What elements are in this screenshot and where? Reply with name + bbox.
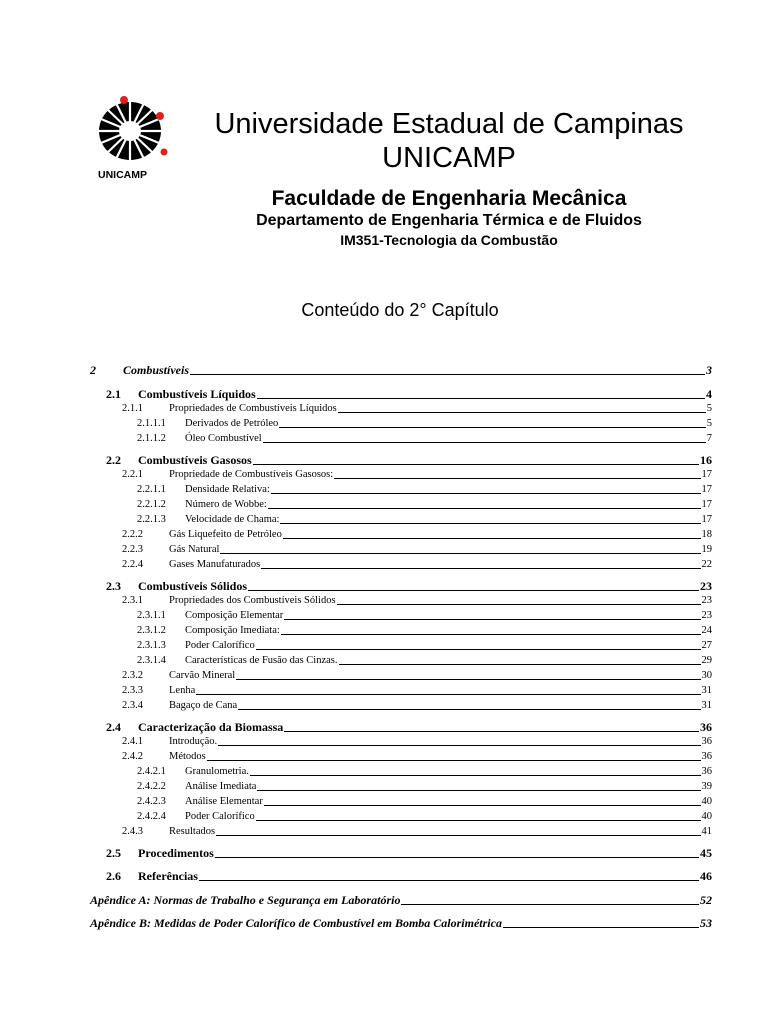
university-name: Universidade Estadual de Campinas <box>214 108 684 140</box>
toc-label: Derivados de Petróleo <box>185 418 279 429</box>
toc-label: Poder Calorífico <box>185 811 255 822</box>
toc-page: 17 <box>701 484 712 495</box>
toc-entry[interactable] <box>137 432 712 446</box>
toc-label: Granulometria. <box>185 766 249 777</box>
toc-entry[interactable] <box>106 452 712 468</box>
leader-line <box>263 442 706 443</box>
toc-entry[interactable] <box>106 386 712 402</box>
toc-number: 2.3.1 <box>122 595 143 606</box>
toc-entry[interactable] <box>122 558 712 572</box>
toc-number: 2.3.4 <box>122 700 143 711</box>
toc-entry[interactable] <box>137 417 712 431</box>
toc-page: 17 <box>701 469 712 480</box>
toc-entry[interactable] <box>122 750 712 764</box>
toc-label: Apêndice A: Normas de Trabalho e Segurança em Laboratório <box>90 893 401 907</box>
leader-line <box>216 835 700 836</box>
leader-line <box>207 760 701 761</box>
leader-line <box>338 412 706 413</box>
toc-number: 2.2.3 <box>122 544 143 555</box>
toc-page: 41 <box>701 826 712 837</box>
toc-label: Análise Imediata <box>185 781 257 792</box>
department-name: Departamento de Engenharia Térmica e de Fluidos <box>256 212 642 229</box>
toc-page: 31 <box>701 700 712 711</box>
toc-number: 2.2.1.2 <box>137 499 166 510</box>
toc-label: Combustíveis Gasosos <box>138 453 252 467</box>
toc-page: 40 <box>701 811 712 822</box>
toc-number: 2.3.1.1 <box>137 610 166 621</box>
toc-page: 52 <box>700 893 712 907</box>
toc-entry[interactable] <box>137 609 712 623</box>
toc-appendix-a[interactable] <box>90 892 712 908</box>
toc-label: Propriedade de Combustíveis Gasosos: <box>169 469 334 480</box>
leader-line <box>190 374 705 375</box>
toc-entry[interactable] <box>122 735 712 749</box>
toc-number: 2.1.1 <box>122 403 143 414</box>
toc-label: Gás Liquefeito de Petróleo <box>169 529 282 540</box>
toc-page: 17 <box>701 514 712 525</box>
toc-page: 45 <box>700 846 712 860</box>
leader-line <box>279 427 705 428</box>
toc-label: Combustíveis Sólidos <box>138 579 248 593</box>
toc-label: Óleo Combustível <box>185 433 262 444</box>
toc-page: 5 <box>706 403 712 414</box>
leader-line <box>337 604 701 605</box>
toc-number: 2.4.2.3 <box>137 796 166 807</box>
toc-entry[interactable] <box>137 654 712 668</box>
toc-entry[interactable] <box>122 543 712 557</box>
toc-page: 27 <box>701 640 712 651</box>
leader-line <box>257 398 705 399</box>
leader-line <box>250 775 701 776</box>
toc-entry[interactable] <box>122 684 712 698</box>
toc-label: Resultados <box>169 826 216 837</box>
toc-number: 2.3.2 <box>122 670 143 681</box>
toc-label: Lenha <box>169 685 196 696</box>
toc-entry[interactable] <box>137 639 712 653</box>
toc-label: Combustíveis <box>123 363 190 377</box>
leader-line <box>284 731 699 732</box>
toc-page: 39 <box>701 781 712 792</box>
toc-page: 36 <box>701 751 712 762</box>
toc-label: Composição Imediata: <box>185 625 280 636</box>
faculty-name: Faculdade de Engenharia Mecânica <box>271 187 627 210</box>
toc-page: 18 <box>701 529 712 540</box>
leader-line <box>339 664 701 665</box>
toc-number: 2.3 <box>106 579 121 593</box>
toc-number: 2.2.1 <box>122 469 143 480</box>
toc-entry[interactable] <box>122 699 712 713</box>
toc-entry[interactable] <box>137 810 712 824</box>
leader-line <box>261 568 700 569</box>
toc-page: 46 <box>700 869 712 883</box>
leader-line <box>199 880 699 881</box>
toc-label: Introdução. <box>169 736 218 747</box>
toc-entry[interactable] <box>122 528 712 542</box>
toc-number: 2.4.2 <box>122 751 143 762</box>
toc-number: 2.1.1.2 <box>137 433 166 444</box>
toc-number: 2.4.2.1 <box>137 766 166 777</box>
toc-label: Poder Calorífico <box>185 640 255 651</box>
toc-entry[interactable] <box>137 513 712 527</box>
toc-label: Número de Wobbe: <box>185 499 267 510</box>
toc-label: Combustíveis Líquidos <box>138 387 256 401</box>
toc-number: 2.4.1 <box>122 736 143 747</box>
toc-entry[interactable] <box>137 765 712 779</box>
toc-number: 2.4.2.2 <box>137 781 166 792</box>
leader-line <box>220 553 700 554</box>
toc-number: 2.6 <box>106 869 121 883</box>
toc-number: 2.2.1.1 <box>137 484 166 495</box>
toc-page: 30 <box>701 670 712 681</box>
toc-entry[interactable] <box>137 498 712 512</box>
toc-entry[interactable] <box>122 594 712 608</box>
leader-line <box>257 790 700 791</box>
toc-page: 19 <box>701 544 712 555</box>
toc-label: Velocidade de Chama: <box>185 514 280 525</box>
toc-page: 53 <box>700 916 712 930</box>
leader-line <box>268 508 701 509</box>
toc-number: 2.4.3 <box>122 826 143 837</box>
toc-label: Métodos <box>169 751 206 762</box>
leader-line <box>284 619 700 620</box>
toc-number: 2.2.1.3 <box>137 514 166 525</box>
course-name: IM351-Tecnologia da Combustão <box>340 232 558 248</box>
logo-emblem-icon <box>99 96 168 162</box>
page-title: Conteúdo do 2° Capítulo <box>301 300 499 320</box>
toc-page: 29 <box>701 655 712 666</box>
toc-entry[interactable] <box>122 669 712 683</box>
toc-number: 2.4 <box>106 720 121 734</box>
toc-page: 36 <box>700 720 712 734</box>
toc-page: 23 <box>701 595 712 606</box>
leader-line <box>334 478 700 479</box>
toc-label: Gases Manufaturados <box>169 559 261 570</box>
toc-label: Bagaço de Cana <box>169 700 238 711</box>
toc-entry[interactable] <box>137 780 712 794</box>
leader-line <box>401 904 699 905</box>
toc-number: 2.3.1.2 <box>137 625 166 636</box>
toc-entry[interactable] <box>106 578 712 594</box>
toc-page: 36 <box>701 736 712 747</box>
toc-entry[interactable] <box>122 402 712 416</box>
toc-label: Análise Elementar <box>185 796 263 807</box>
toc-page: 24 <box>701 625 712 636</box>
leader-line <box>253 464 699 465</box>
toc-page: 3 <box>706 363 712 377</box>
unicamp-logo <box>94 94 172 182</box>
toc-label: Composição Elementar <box>185 610 284 621</box>
logo-wordmark: UNICAMP <box>98 169 147 181</box>
toc-entry[interactable] <box>106 868 712 884</box>
toc-number: 2 <box>90 363 96 377</box>
leader-line <box>196 694 700 695</box>
toc-entry[interactable] <box>137 795 712 809</box>
toc-number: 2.3.1.4 <box>137 655 166 666</box>
toc-page: 17 <box>701 499 712 510</box>
toc-label: Gás Natural <box>169 544 220 555</box>
toc-label: Propriedades de Combustíveis Líquidos <box>169 403 337 414</box>
toc-entry[interactable] <box>122 468 712 482</box>
toc-label: Características de Fusão das Cinzas. <box>185 655 338 666</box>
toc-label: Procedimentos <box>138 846 214 860</box>
toc-page: 36 <box>701 766 712 777</box>
leader-line <box>238 709 700 710</box>
toc-page: 23 <box>701 610 712 621</box>
leader-line <box>218 745 700 746</box>
toc-page: 5 <box>706 418 712 429</box>
leader-line <box>280 523 700 524</box>
leader-line <box>503 927 699 928</box>
toc-number: 2.5 <box>106 846 121 860</box>
toc-appendix-b[interactable] <box>90 915 712 931</box>
leader-line <box>248 590 699 591</box>
toc-label: Caracterização da Biomassa <box>138 720 284 734</box>
toc-label: Propriedades dos Combustíveis Sólidos <box>169 595 336 606</box>
toc-entry[interactable] <box>122 825 712 839</box>
toc-entry[interactable] <box>106 719 712 735</box>
toc-number: 2.3.1.3 <box>137 640 166 651</box>
toc-number: 2.1 <box>106 387 121 401</box>
toc-number: 2.3.3 <box>122 685 143 696</box>
leader-line <box>264 805 701 806</box>
toc-page: 40 <box>701 796 712 807</box>
leader-line <box>236 679 700 680</box>
leader-line <box>215 857 699 858</box>
toc-label: Apêndice B: Medidas de Poder Calorífico de Combustível em Bomba Calorimétrica <box>90 916 502 930</box>
toc-page: 22 <box>701 559 712 570</box>
toc-page: 23 <box>700 579 712 593</box>
toc-number: 2.2 <box>106 453 121 467</box>
leader-line <box>256 820 701 821</box>
leader-line <box>271 493 701 494</box>
toc-number: 2.2.4 <box>122 559 143 570</box>
leader-line <box>281 634 701 635</box>
toc-number: 2.1.1.1 <box>137 418 166 429</box>
leader-line <box>283 538 701 539</box>
toc-page: 16 <box>700 453 712 467</box>
toc-page: 31 <box>701 685 712 696</box>
toc-label: Referências <box>138 869 198 883</box>
toc-entry[interactable] <box>90 362 712 378</box>
toc-entry[interactable] <box>106 845 712 861</box>
toc-number: 2.2.2 <box>122 529 143 540</box>
toc-page: 4 <box>706 387 712 401</box>
toc-label: Densidade Relativa: <box>185 484 270 495</box>
toc-number: 2.4.2.4 <box>137 811 166 822</box>
university-acronym: UNICAMP <box>382 142 516 174</box>
toc-entry[interactable] <box>137 624 712 638</box>
toc-entry[interactable] <box>137 483 712 497</box>
toc-page: 7 <box>706 433 712 444</box>
toc-label: Carvão Mineral <box>169 670 236 681</box>
leader-line <box>256 649 701 650</box>
